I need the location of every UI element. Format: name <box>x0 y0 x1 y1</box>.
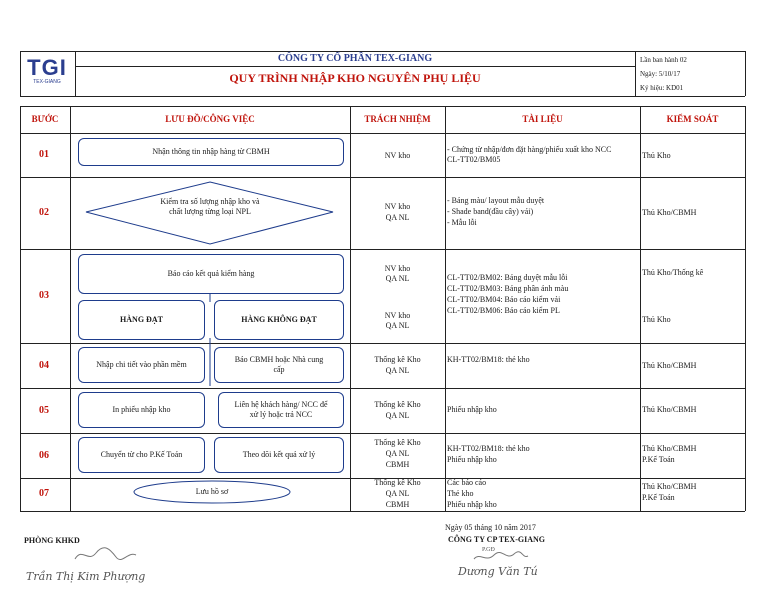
control-text: Thủ Kho/Thống kê <box>642 268 704 277</box>
logo-subtext: TEX-GIANG <box>33 79 61 85</box>
right-title: P.GĐ <box>482 547 495 553</box>
doc-line: Thẻ kho <box>447 489 474 498</box>
resp-text: Thống kê Kho <box>374 355 421 364</box>
doc-line: CL-TT02/BM03: Bảng phân ánh màu <box>447 284 569 293</box>
flow-label <box>234 400 327 420</box>
doc-line: Phiếu nhập kho <box>447 500 497 509</box>
resp-text: CBMH <box>385 460 410 469</box>
doc-line: CL-TT02/BM04: Báo cáo kiểm vải <box>447 295 561 304</box>
resp-text: NV kho <box>384 151 411 160</box>
document-code-label: Ký hiệu: KD01 <box>640 84 684 92</box>
right-signatory-name: Dương Văn Tú <box>458 565 538 578</box>
doc-line: KH-TT02/BM18: thẻ kho <box>447 355 530 364</box>
flow-label: Nhập chi tiết vào phần mềm <box>96 360 187 369</box>
flow-transfer-accounting <box>78 437 205 473</box>
resp-text: QA NL <box>385 213 410 222</box>
doc-line: - Mẫu lỗi <box>447 218 477 227</box>
logo-text: TGI <box>27 55 67 80</box>
flow-pass <box>78 300 205 340</box>
resp-text: NV kho <box>384 311 411 320</box>
right-company: CÔNG TY CP TEX-GIANG <box>448 535 545 544</box>
control-text: Thủ Kho/CBMH <box>642 361 697 370</box>
resp-text: Thống kê Kho <box>374 438 421 447</box>
doc-line: - Bảng màu/ layout mẫu duyệt <box>447 196 545 205</box>
resp-text: QA NL <box>385 489 410 498</box>
flow-archive-label: Lưu hồ sơ <box>195 487 229 496</box>
step-number: 02 <box>39 207 49 218</box>
doc-line: - Shade band(đầu cây) vải) <box>447 207 534 216</box>
control-text: Thủ Kho/CBMH <box>642 444 697 453</box>
flow-enter-software <box>78 347 205 383</box>
flow-label: Theo dõi kết quả xử lý <box>242 450 316 459</box>
issue-date-label: Ngày: 5/10/17 <box>640 70 681 78</box>
flow-print-receipt <box>78 392 205 428</box>
doc-line: CL-TT02/BM02: Bảng duyệt mẫu lỗi <box>447 273 568 282</box>
control-text: Thủ Kho <box>642 315 671 324</box>
resp-text: CBMH <box>385 500 410 509</box>
header-step: BƯỚC <box>31 114 59 124</box>
edition-label: Lần ban hành 02 <box>640 56 687 64</box>
resp-text: NV kho <box>384 202 411 211</box>
doc-line: - Chứng từ nhập/đơn đặt hàng/phiếu xuất kho NCC <box>447 145 612 154</box>
control-text: Thủ Kho <box>642 151 671 160</box>
flow-label-line: xử lý hoặc trả NCC <box>249 410 313 419</box>
flow-label: HÀNG KHÔNG ĐẠT <box>241 315 317 324</box>
resp-text: Thống kê Kho <box>374 478 421 487</box>
header-documents: TÀI LIỆU <box>522 114 563 124</box>
control-text: P.Kế Toán <box>642 493 675 502</box>
flow-label: In phiếu nhập kho <box>112 405 171 414</box>
control-text: Thủ Kho/CBMH <box>642 208 697 217</box>
resp-text: QA NL <box>385 274 410 283</box>
resp-text: NV kho <box>384 264 411 273</box>
control-text: Thủ Kho/CBMH <box>642 482 697 491</box>
flow-inspect-line: chất lượng từng loại NPL <box>169 207 251 216</box>
left-signatory-name: Trần Thị Kim Phượng <box>26 570 146 583</box>
resp-text: QA NL <box>385 449 410 458</box>
flow-label: HÀNG ĐẠT <box>120 315 163 324</box>
doc-line: CL-TT02/BM05 <box>447 155 501 164</box>
resp-text: QA NL <box>385 321 410 330</box>
flow-label-line: Báo CBMH hoặc Nhà cung <box>234 355 324 364</box>
step-number: 01 <box>39 149 49 160</box>
header-flow: LƯU ĐỒ/CÔNG VIỆC <box>165 114 255 124</box>
signing-date: Ngày 05 tháng 10 năm 2017 <box>445 523 536 532</box>
flow-inspect-line: Kiểm tra số lượng nhập kho và <box>160 197 260 206</box>
flow-contact-customer <box>218 392 344 428</box>
step-number: 05 <box>39 405 49 416</box>
step-number: 07 <box>39 488 49 499</box>
resp-text: QA NL <box>385 411 410 420</box>
step-number: 04 <box>39 360 49 371</box>
doc-line: Phiếu nhập kho <box>447 455 497 464</box>
left-signature-scribble <box>70 545 140 565</box>
left-department: PHÒNG KHKD <box>24 536 80 545</box>
header-control: KIỂM SOÁT <box>666 114 719 124</box>
resp-text: Thống kê Kho <box>374 400 421 409</box>
flow-label: Nhận thông tin nhập hàng từ CBMH <box>152 147 270 156</box>
step-number: 06 <box>39 450 49 461</box>
step-number: 03 <box>39 290 49 301</box>
doc-line: CL-TT02/BM06: Báo cáo kiểm PL <box>447 306 560 315</box>
flow-receive-info <box>78 138 344 166</box>
document-title: QUY TRÌNH NHẬP KHO NGUYÊN PHỤ LIỆU <box>229 71 481 85</box>
flow-track-results <box>214 437 344 473</box>
doc-line: Phiếu nhập kho <box>447 405 497 414</box>
company-name: CÔNG TY CỔ PHẦN TEX-GIANG <box>277 53 433 64</box>
flow-label-line: cấp <box>273 365 285 374</box>
control-text: P.Kế Toán <box>642 455 675 464</box>
resp-text: QA NL <box>385 366 410 375</box>
doc-line: Các báo cáo <box>447 478 487 487</box>
flow-report-results <box>78 254 344 294</box>
flow-notify-supplier <box>214 347 344 383</box>
flow-label: Báo cáo kết quả kiểm hàng <box>167 269 255 278</box>
doc-line: KH-TT02/BM18: thẻ kho <box>447 444 530 453</box>
control-text: Thủ Kho/CBMH <box>642 405 697 414</box>
right-signature-scribble <box>470 549 530 565</box>
flow-label <box>235 355 323 375</box>
flow-fail <box>214 300 344 340</box>
header-responsibility: TRÁCH NHIỆM <box>364 114 431 124</box>
flow-label-line: Liên hệ khách hàng/ NCC để <box>234 400 328 409</box>
flow-label: Chuyển từ cho P.Kế Toán <box>100 450 183 459</box>
